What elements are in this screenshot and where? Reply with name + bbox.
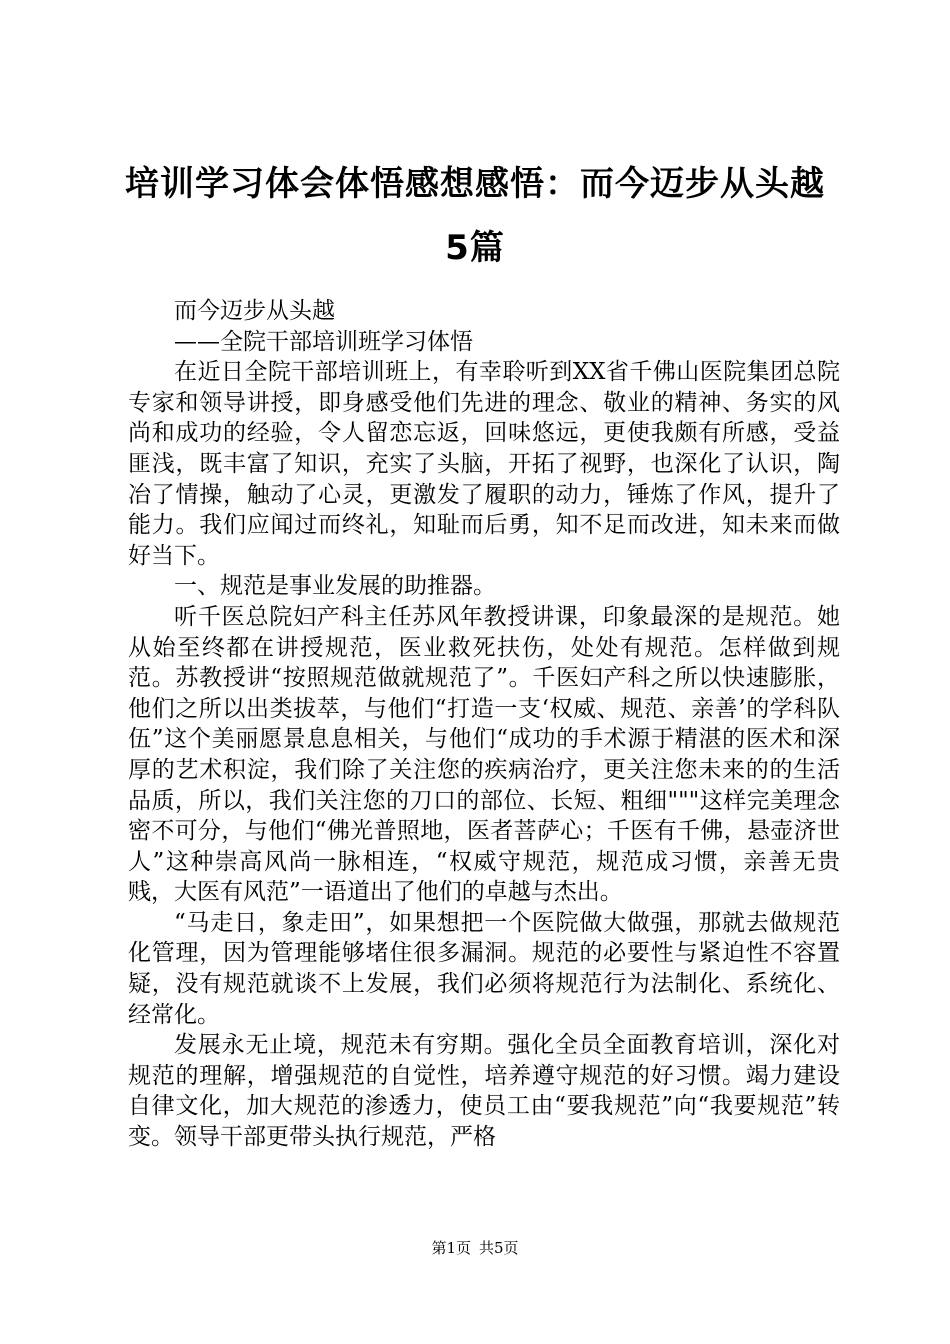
paragraph: 听千医总院妇产科主任苏风年教授讲课，印象最深的是规范。她从始至终都在讲授规范，医业救死扶伤，处处有规范。怎样做到规范。苏教授讲“按照规范做就规范了”。千医妇产科之所以快速膨胀，他们之所以出类拔萃，与他们“打造一支‘权威、规范、亲善’的学科队伍”这个美丽愿景息息相关，与他们“成功的手术源于精湛的医术和深厚的艺术积淀，我们除了关注您的疾病治疗，更关注您未来的的生活品质，所以，我们关注您的刀口的部位、长短、粗细"""这样完美理念密不可分，与他们“佛光普照地，医者菩萨心；千医有千佛，悬壶济世人”这种崇高风尚一脉相连，“权威守规范，规范成习惯，亲善无贵贱，大医有风范”一语道出了他们的卓越与杰出。 <box>128 603 840 906</box>
subtitle-heading: 而今迈步从头越 <box>174 298 335 324</box>
page-footer <box>0 1238 950 1258</box>
paragraph: “马走日，象走田”，如果想把一个医院做大做强，那就去做规范化管理，因为管理能够堵住很多漏洞。规范的必要性与紧迫性不容置疑，没有规范就谈不上发展，我们必须将规范行为法制化、系统化、经常化。 <box>128 909 840 1028</box>
page-total: 共5页 <box>479 1239 519 1257</box>
document-body <box>128 296 840 1153</box>
title-line-2: 5篇 <box>445 228 505 268</box>
page-number: 第1页 <box>431 1239 471 1257</box>
paragraph: 在近日全院干部培训班上，有幸聆听到XX省千佛山医院集团总院专家和领导讲授，即身感受他们先进的理念、敬业的精神、务实的风尚和成功的经验，令人留恋忘返，回味悠远，更使我颇有所感，受益匪浅，既丰富了知识，充实了头脑，开拓了视野，也深化了认识，陶冶了情操，触动了心灵，更激发了履职的动力，锤炼了作风，提升了能力。我们应闻过而终礼，知耻而后勇，知不足而改进，知未来而做好当下。 <box>128 359 840 569</box>
title-line-1: 培训学习体会体悟感想感悟：而今迈步从头越 <box>125 164 825 204</box>
document-title <box>100 152 850 280</box>
subtitle-subheading: ——全院干部培训班学习体悟 <box>174 328 473 355</box>
paragraph: 发展永无止境，规范未有穷期。强化全员全面教育培训，深化对规范的理解，增强规范的自觉性，培养遵守规范的好习惯。竭力建设自律文化，加大规范的渗透力，使员工由“要我规范”向“我要规范”转变。领导干部更带头执行规范，严格 <box>128 1032 840 1151</box>
section-heading: 一、规范是事业发展的助推器。 <box>174 573 496 600</box>
